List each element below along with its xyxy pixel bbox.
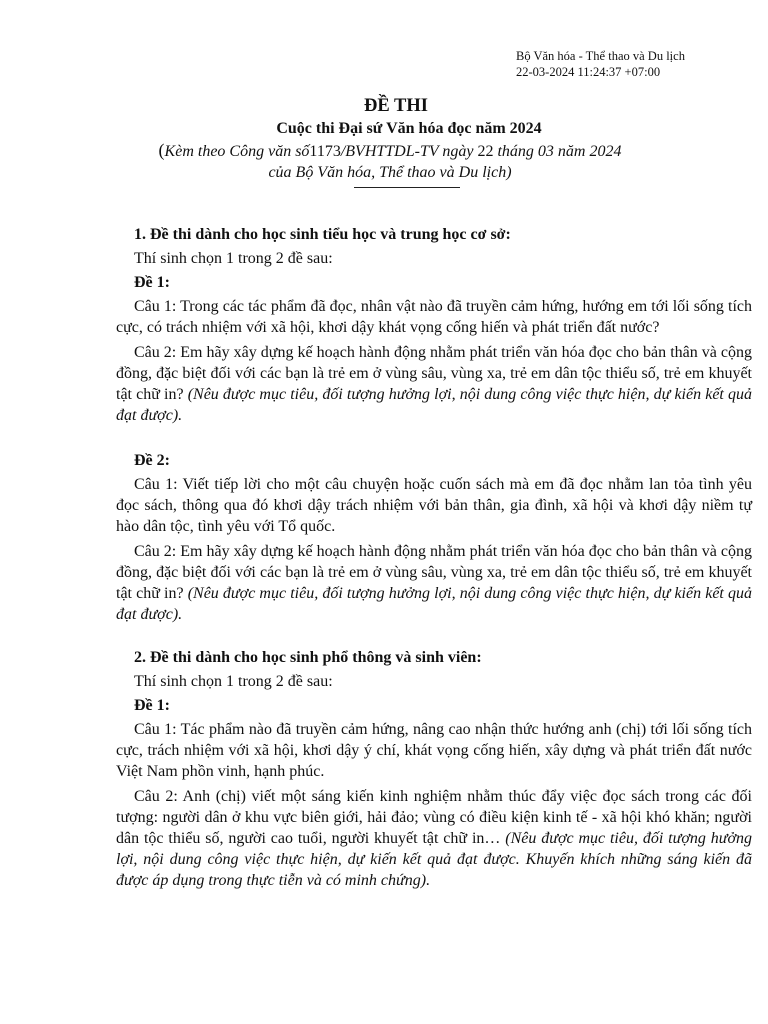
question-text: Câu 2: Em hãy xây dựng kế hoạch hành động nhằm phát triển văn hóa đọc cho bản thân và cộng đồng, đặc biệt đối với các bạn là trẻ em ở vùng sâu, vùng xa, trẻ em dân tộc thiểu số, trẻ em khuyết tật chữ in?	[116, 543, 752, 602]
spacer	[116, 629, 752, 647]
section-1-de-1-question-1: Câu 1: Trong các tác phẩm đã đọc, nhân vật nào đã truyền cảm hứng, hướng em tới lối sống tích cực, có trách nhiệm với xã hội, khơi dậy khát vọng cống hiến và phát triển đất nước?	[116, 298, 752, 336]
question-note: (Nêu được mục tiêu, đối tượng hưởng lợi, nội dung công việc thực hiện, dự kiến kết quả đạt được).	[116, 585, 753, 623]
document-subtitle: Cuộc thi Đại sứ Văn hóa đọc năm 2024	[276, 120, 542, 137]
section-1-de-2-question-2	[116, 541, 752, 625]
ref-number: 1173	[309, 143, 341, 160]
section-1-instruction: Thí sinh chọn 1 trong 2 đề sau:	[134, 250, 333, 267]
spacer	[116, 430, 752, 450]
section-1-de-2-label: Đề 2:	[134, 452, 170, 469]
ref-text-a: Kèm theo Công văn số	[164, 143, 310, 160]
reference-line-1	[12, 140, 768, 162]
stamp-timestamp: 22-03-2024 11:24:37 +07:00	[516, 65, 661, 79]
reference-line-2: của Bộ Văn hóa, Thể thao và Du lịch)	[268, 164, 512, 181]
section-2-de-1-question-1: Câu 1: Tác phẩm nào đã truyền cảm hứng, nâng cao nhận thức hướng anh (chị) tới lối sống tích cực, trách nhiệm với xã hội, khơi dậy ý chí, khát vọng cống hiến, xây dựng và phát triển đất nước Việt Nam phồn vinh, hạnh phúc.	[116, 721, 752, 780]
question-note: (Nêu được mục tiêu, đối tượng hưởng lợi, nội dung công việc thực hiện, dự kiến kết quả đạt được. Khuyến khích những sáng kiến đã được áp dụng trong thực tiễn và có minh chứng).	[116, 830, 752, 889]
section-1-de-1-question-2	[116, 342, 752, 426]
section-2-de-1-label: Đề 1:	[134, 697, 170, 714]
document-header	[0, 94, 768, 188]
section-1-title: 1. Đề thi dành cho học sinh tiểu học và trung học cơ sở:	[134, 226, 511, 243]
question-text: Câu 2: Em hãy xây dựng kế hoạch hành động nhằm phát triển văn hóa đọc cho bản thân và cộng đồng, đặc biệt đối với các bạn là trẻ em ở vùng sâu, vùng xa, trẻ em dân tộc thiểu số, trẻ em khuyết tật chữ in?	[116, 344, 752, 403]
section-1-de-1-label: Đề 1:	[134, 274, 170, 291]
ref-open-paren: (	[158, 140, 165, 160]
document-title: ĐỀ THI	[364, 96, 428, 116]
question-text: Câu 2: Anh (chị) viết một sáng kiến kinh nghiệm nhằm thúc đẩy việc đọc sách trong các đối tượng: người dân ở khu vực biên giới, hải đảo; vùng có điều kiện kinh tế - xã hội khó khăn; người dân tộc thiểu số, người cao tuổi, người khuyết tật chữ in…	[116, 788, 752, 847]
digital-signature-stamp	[516, 48, 685, 80]
section-2-instruction: Thí sinh chọn 1 trong 2 đề sau:	[134, 673, 333, 690]
section-2-de-1-question-2	[116, 786, 752, 891]
document-body	[116, 224, 752, 895]
section-1-de-2-question-1: Câu 1: Viết tiếp lời cho một câu chuyện hoặc cuốn sách mà em đã đọc nhằm lan tỏa tình yêu đọc sách, thông qua đó khơi dậy trách nhiệm với bản thân, gia đình, xã hội và khơi dậy niềm tự hào dân tộc, tình yêu với Tổ quốc.	[116, 476, 752, 535]
stamp-issuer: Bộ Văn hóa - Thể thao và Du lịch	[516, 49, 685, 63]
ref-text-b: /BVHTTDL-TV ngày	[340, 143, 478, 160]
ref-text-c: tháng 03 năm 2024	[493, 143, 622, 160]
ref-day: 22	[477, 143, 494, 160]
section-2-title: 2. Đề thi dành cho học sinh phổ thông và sinh viên:	[134, 649, 482, 666]
header-divider	[354, 187, 460, 188]
question-note: (Nêu được mục tiêu, đối tượng hưởng lợi, nội dung công việc thực hiện, dự kiến kết quả đạt được).	[116, 386, 753, 424]
